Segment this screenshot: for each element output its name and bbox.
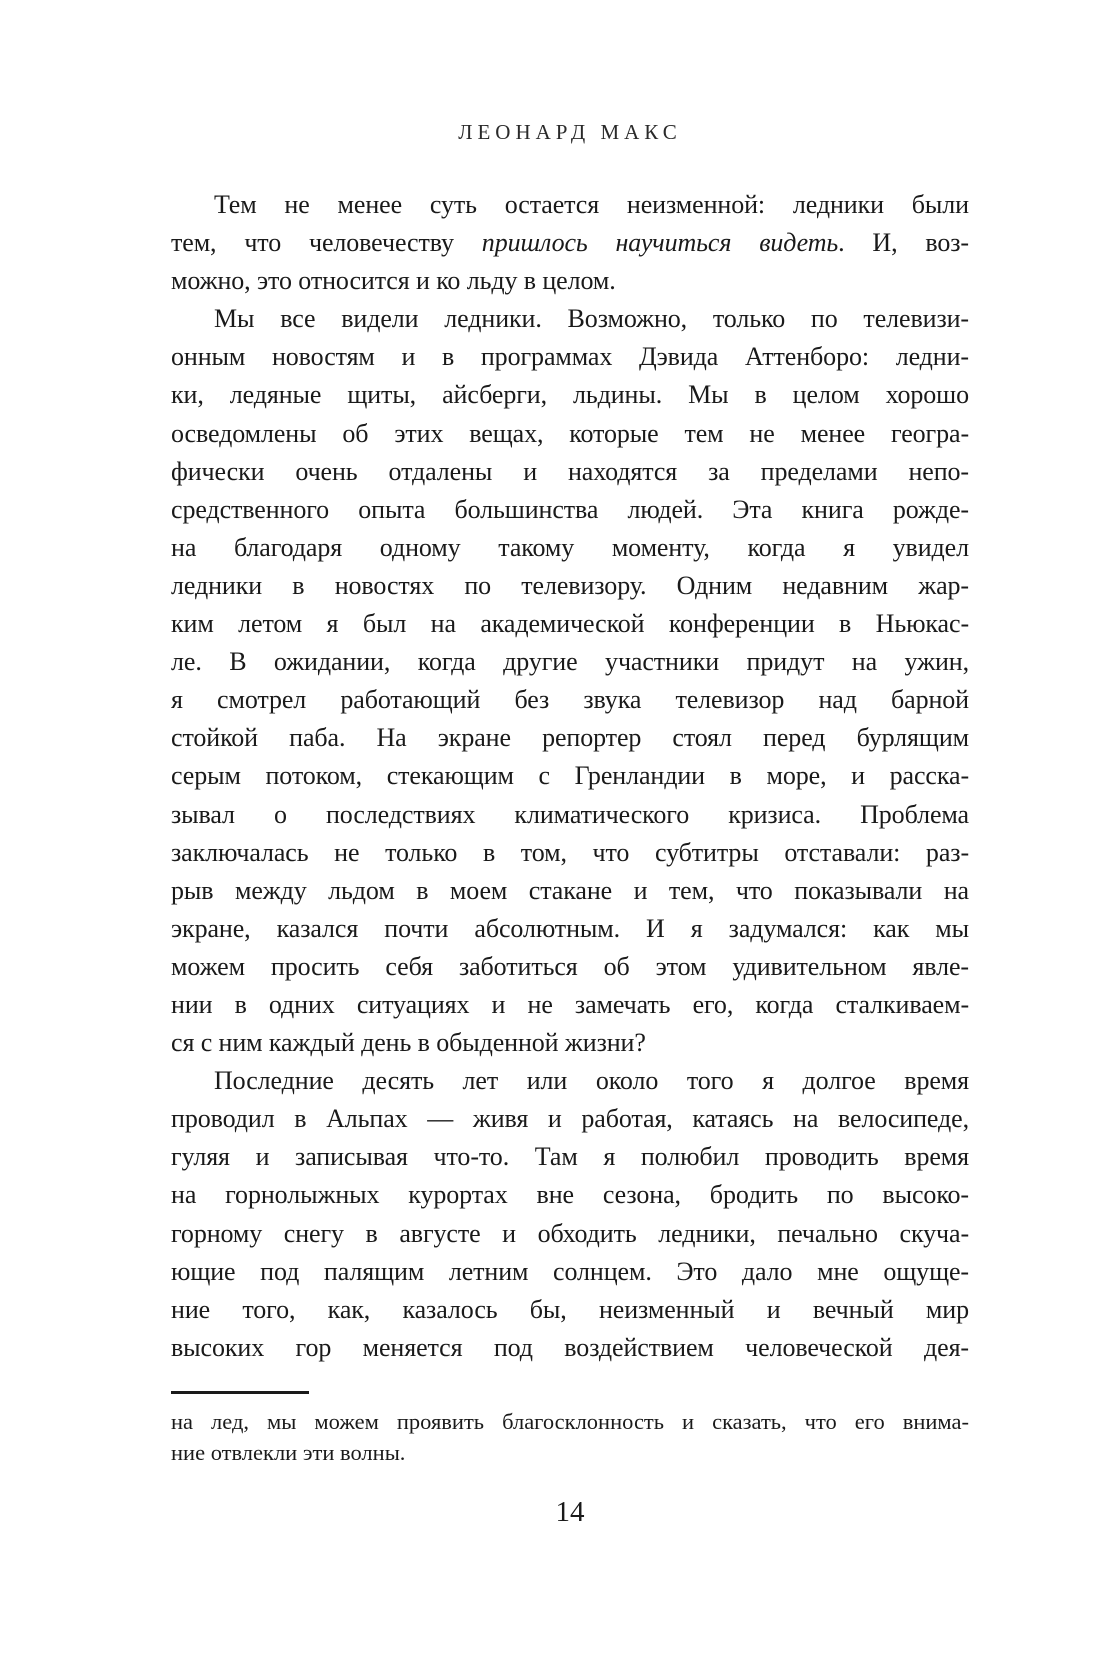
body-line: ле. В ожидании, когда другие участники придут на ужин, <box>171 647 969 677</box>
body-line: нии в одних ситуациях и не замечать его, когда сталкиваем- <box>171 989 969 1019</box>
body-line-segment: тем, что человечеству <box>171 228 482 258</box>
body-line: ким летом я был на академической конференции в Ньюкас- <box>171 609 969 639</box>
body-line: фически очень отдалены и находятся за пределами непо- <box>171 456 969 486</box>
body-line: можем просить себя заботиться об этом удивительном явле- <box>171 951 969 981</box>
body-line: стойкой паба. На экране репортер стоял перед бурлящим <box>171 723 969 753</box>
page-number: 14 <box>555 1496 585 1528</box>
footnote-line: ние отвлекли эти волны. <box>171 1439 406 1465</box>
italic-phrase: пришлось научиться видеть <box>481 228 839 258</box>
body-line: можно, это относится и ко льду в целом. <box>171 266 616 296</box>
body-line: на горнолыжных курортах вне сезона, бродить по высоко- <box>171 1180 969 1210</box>
body-line: Мы все видели ледники. Возможно, только по телевизи- <box>214 304 969 334</box>
body-line: рыв между льдом в моем стакане и тем, что показывали на <box>171 875 969 905</box>
body-line: ся с ним каждый день в обыденной жизни? <box>171 1028 646 1058</box>
body-line: на благодаря одному такому моменту, когда я увидел <box>171 532 969 562</box>
body-line: я смотрел работающий без звука телевизор над барной <box>171 685 969 715</box>
body-line: высоких гор меняется под воздействием человеческой дея- <box>171 1332 969 1362</box>
body-line: заключалась не только в том, что субтитры отставали: раз- <box>171 837 969 867</box>
body-line: средственного опыта большинства людей. Эта книга рожде- <box>171 494 969 524</box>
body-line: гуляя и записывая что-то. Там я полюбил проводить время <box>171 1142 969 1172</box>
body-line: Последние десять лет или около того я долгое время <box>214 1066 969 1096</box>
body-line <box>171 224 969 262</box>
running-head: ЛЕОНАРД МАКС <box>458 120 682 144</box>
footnote <box>171 1391 969 1468</box>
body-line: проводил в Альпах — живя и работая, катаясь на велосипеде, <box>171 1104 969 1134</box>
body-line: зывал о последствиях климатического кризиса. Проблема <box>171 799 969 829</box>
body-line-segment: . И, воз- <box>838 228 969 258</box>
body-line: горному снегу в августе и обходить ледники, печально скуча- <box>171 1218 969 1248</box>
body-line: ледники в новостях по телевизору. Одним недавним жар- <box>171 570 969 600</box>
body-line: ющие под палящим летним солнцем. Это дало мне ощуще- <box>171 1256 969 1286</box>
body-line: экране, казался почти абсолютным. И я задумался: как мы <box>171 913 969 943</box>
body-line: ки, ледяные щиты, айсберги, льдины. Мы в целом хорошо <box>171 380 969 410</box>
body-line: ние того, как, казалось бы, неизменный и вечный мир <box>171 1294 969 1324</box>
body-line: онным новостям и в программах Дэвида Аттенборо: ледни- <box>171 342 969 372</box>
footnote-line: на лед, мы можем проявить благосклонность и сказать, что его внима- <box>171 1409 969 1434</box>
footnote-separator-rule <box>171 1391 309 1394</box>
body-line: осведомлены об этих вещах, которые тем не менее геогра- <box>171 418 969 448</box>
body-line: серым потоком, стекающим с Гренландии в море, и расска- <box>171 761 969 791</box>
body-line: Тем не менее суть остается неизменной: ледники были <box>214 190 969 219</box>
body-text <box>171 186 969 1367</box>
